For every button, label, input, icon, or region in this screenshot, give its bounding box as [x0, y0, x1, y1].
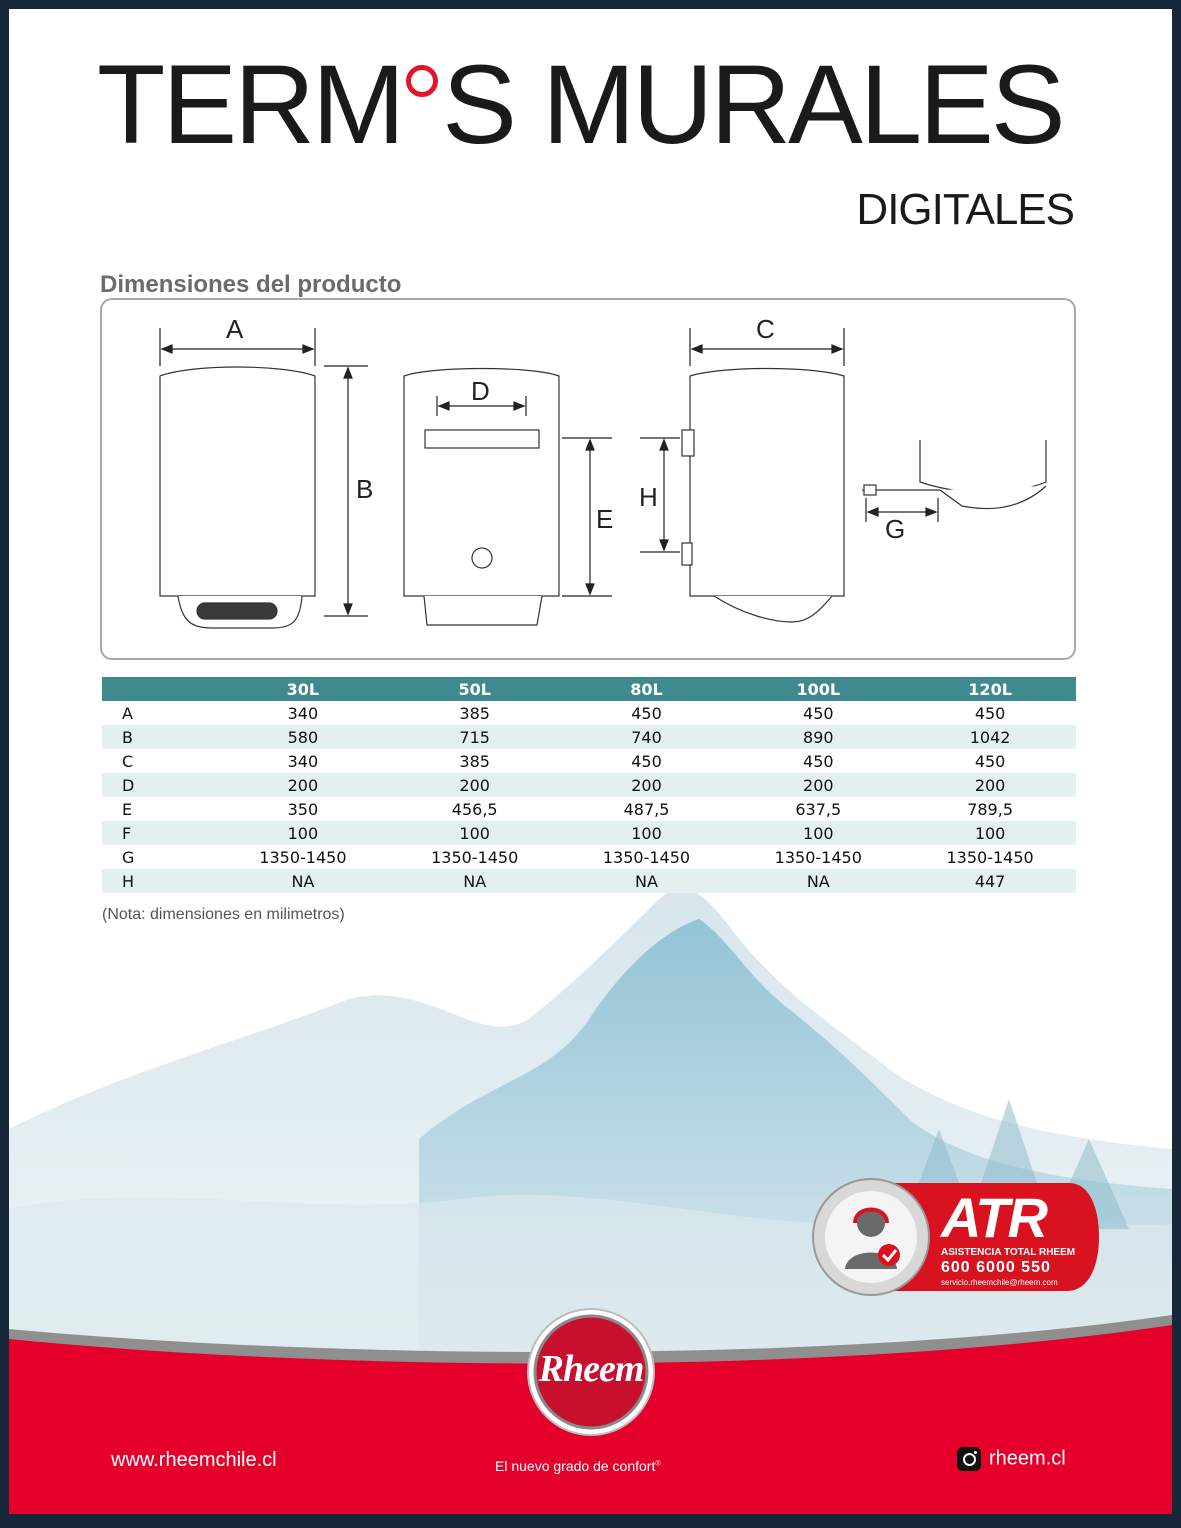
table-cell: 487,5 — [623, 799, 670, 819]
rheem-logo-text: Rheem — [538, 1348, 644, 1390]
dim-label-b: B — [356, 474, 374, 504]
table-cell: 637,5 — [795, 799, 842, 819]
row-label: E — [122, 799, 133, 819]
instagram-handle: rheem.cl — [989, 1447, 1066, 1470]
table-header-row — [102, 677, 1076, 701]
table-cell: 1350-1450 — [774, 847, 862, 867]
row-label: B — [102, 725, 217, 749]
table-cell: 200 — [904, 773, 1076, 797]
table-cell: 385 — [459, 703, 490, 723]
table-cell: 740 — [561, 725, 733, 749]
dim-label-d: D — [471, 376, 490, 406]
atr-email[interactable]: servicio.rheemchile@rheem.com — [941, 1278, 1058, 1287]
table-row — [102, 869, 1076, 893]
table-header-cell: 30L — [217, 677, 389, 701]
row-label: F — [102, 821, 217, 845]
section-heading: Dimensiones del producto — [100, 271, 402, 298]
table-cell: 385 — [459, 751, 490, 771]
table-row — [102, 701, 1076, 725]
table-cell: 450 — [974, 751, 1006, 771]
table-cell: 456,5 — [451, 799, 498, 819]
table-cell: 200 — [217, 773, 389, 797]
heater-side-view-drawing — [682, 369, 844, 623]
atr-phone[interactable]: 600 6000 550 — [941, 1259, 1051, 1276]
rheem-logo — [526, 1307, 656, 1437]
table-row — [102, 845, 1076, 869]
title-part1: TERM — [97, 42, 403, 167]
table-header-cell: 50L — [389, 677, 561, 701]
table-row — [102, 749, 1076, 773]
table-cell: 100 — [904, 821, 1076, 845]
table-header-cell — [102, 677, 217, 701]
table-cell: 450 — [803, 703, 834, 723]
website-link[interactable]: www.rheemchile.cl — [111, 1449, 277, 1471]
brochure-page — [9, 9, 1172, 1514]
page-title — [97, 42, 1097, 167]
row-label: H — [102, 869, 217, 893]
row-label: G — [122, 847, 135, 867]
table-cell: 350 — [287, 799, 319, 819]
table-row — [102, 725, 1076, 749]
table-cell: 1350-1450 — [259, 847, 347, 867]
table-cell: NA — [732, 869, 904, 893]
table-cell: 450 — [803, 751, 834, 771]
table-row — [102, 821, 1076, 845]
table-cell: 100 — [217, 821, 389, 845]
heater-bottom-detail-drawing — [862, 440, 1046, 509]
dim-label-c: C — [756, 314, 775, 344]
dim-label-e: E — [596, 504, 614, 534]
table-cell: 715 — [389, 725, 561, 749]
table-cell: NA — [389, 869, 561, 893]
heater-back-view-drawing — [404, 369, 559, 626]
table-header-cell: 120L — [904, 677, 1076, 701]
row-label: A — [122, 703, 133, 723]
table-cell: 340 — [287, 703, 319, 723]
table-cell: 580 — [217, 725, 389, 749]
tagline-text: El nuevo grado de confort — [495, 1458, 656, 1474]
table-cell: NA — [561, 869, 733, 893]
table-cell: 100 — [732, 821, 904, 845]
table-cell: 1350-1450 — [602, 847, 691, 867]
instagram-link[interactable] — [957, 1447, 1066, 1471]
table-cell: 789,5 — [967, 799, 1013, 819]
table-cell: 447 — [904, 869, 1076, 893]
table-cell: 450 — [631, 703, 662, 723]
instagram-icon — [957, 1447, 981, 1471]
table-note: (Nota: dimensiones en milimetros) — [102, 906, 345, 923]
registered-mark: ® — [655, 1460, 661, 1468]
atr-support-badge — [811, 1177, 1101, 1297]
table-cell: 200 — [732, 773, 904, 797]
table-cell: 100 — [561, 821, 733, 845]
table-header-cell: 100L — [732, 677, 904, 701]
table-cell: 450 — [631, 751, 662, 771]
atr-title: ATR — [941, 1186, 1046, 1249]
table-cell: 1350-1450 — [946, 847, 1034, 867]
table-cell: 200 — [561, 773, 733, 797]
dimensions-table — [102, 677, 1076, 893]
dimension-diagram — [102, 300, 1074, 658]
table-row — [102, 773, 1076, 797]
table-header-cell: 80L — [561, 677, 733, 701]
dimension-diagram-panel — [100, 298, 1076, 660]
atr-subtitle: ASISTENCIA TOTAL RHEEM — [941, 1247, 1076, 1258]
table-cell: 340 — [287, 751, 319, 771]
row-label: D — [102, 773, 217, 797]
table-cell: 890 — [732, 725, 904, 749]
dim-label-g: G — [885, 514, 906, 544]
row-label: C — [122, 751, 134, 771]
table-cell: 100 — [389, 821, 561, 845]
dim-label-a: A — [226, 314, 244, 344]
dim-label-h: H — [639, 482, 658, 512]
table-row — [102, 797, 1076, 821]
table-cell: 1350-1450 — [431, 847, 519, 867]
page-subtitle: DIGITALES — [856, 185, 1074, 234]
degree-symbol-icon — [406, 65, 438, 97]
table-cell: 1042 — [904, 725, 1076, 749]
table-cell: 450 — [974, 703, 1006, 723]
tagline — [495, 1458, 661, 1474]
table-cell: 200 — [389, 773, 561, 797]
title-part2: S MURALES — [442, 42, 1063, 167]
heater-front-view-drawing — [160, 367, 315, 628]
table-cell: NA — [217, 869, 389, 893]
